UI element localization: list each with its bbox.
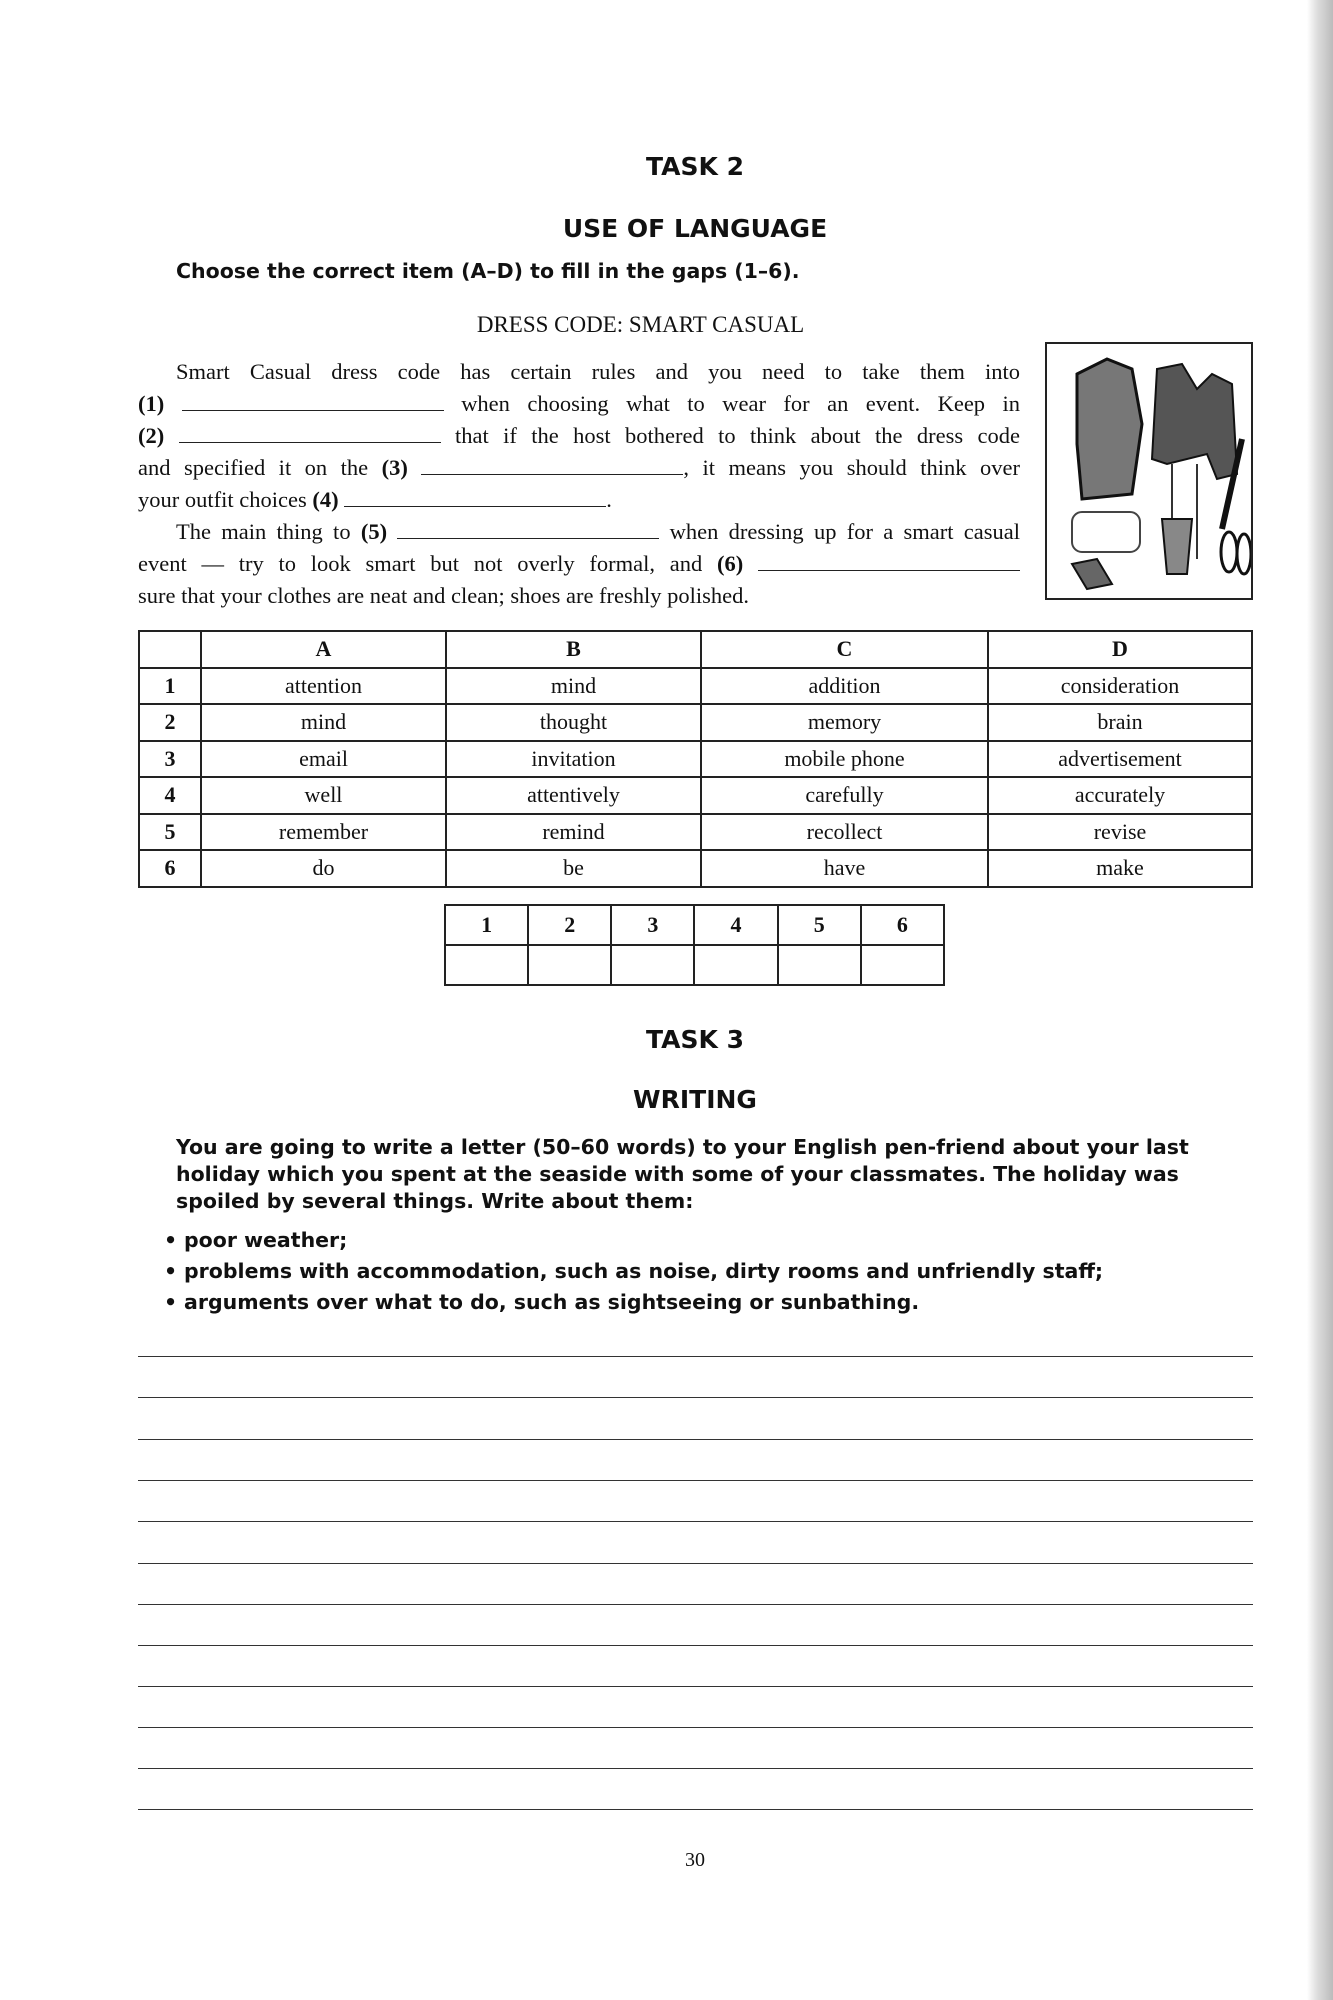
writing-line[interactable] bbox=[138, 1645, 1253, 1646]
gap-number: (2) bbox=[138, 423, 165, 448]
option-cell: well bbox=[201, 777, 446, 814]
page-number: 30 bbox=[685, 1849, 705, 1871]
option-cell: revise bbox=[988, 814, 1252, 851]
option-cell: accurately bbox=[988, 777, 1252, 814]
text-fragment: event — try to look smart but not overly formal, and bbox=[138, 551, 703, 576]
text-line bbox=[138, 516, 1020, 548]
writing-line[interactable] bbox=[138, 1604, 1253, 1605]
option-cell: remember bbox=[201, 814, 446, 851]
gap-2-blank[interactable] bbox=[179, 423, 441, 443]
gap-fill-text bbox=[138, 356, 1020, 612]
option-cell: mind bbox=[446, 668, 701, 705]
answer-cell-6[interactable] bbox=[861, 945, 944, 985]
text-fragment: The main thing to bbox=[176, 519, 351, 544]
table-row bbox=[139, 777, 1252, 814]
gap-5-blank[interactable] bbox=[397, 519, 659, 539]
answer-grid-header bbox=[445, 905, 944, 945]
clothing-illustration bbox=[1045, 342, 1253, 600]
row-number: 5 bbox=[139, 814, 201, 851]
gap-number: (6) bbox=[717, 551, 744, 576]
option-cell: addition bbox=[701, 668, 988, 705]
gap-1-blank[interactable] bbox=[182, 391, 444, 411]
option-cell: carefully bbox=[701, 777, 988, 814]
writing-line[interactable] bbox=[138, 1480, 1253, 1481]
answer-cell-5[interactable] bbox=[778, 945, 861, 985]
option-cell: mind bbox=[201, 704, 446, 741]
option-cell: invitation bbox=[446, 741, 701, 778]
table-row bbox=[139, 814, 1252, 851]
task2-instruction: Choose the correct item (A–D) to fill in the gaps (1–6). bbox=[176, 259, 800, 283]
writing-line[interactable] bbox=[138, 1439, 1253, 1440]
gap-number: (1) bbox=[138, 391, 165, 416]
table-row bbox=[139, 668, 1252, 705]
task3-instruction: You are going to write a letter (50–60 words) to your English pen-friend about your last holiday which you spent at the seaside with some of your classmates. The holiday was spoiled by several things. Write about them: bbox=[176, 1135, 1189, 1213]
table-header-row bbox=[139, 631, 1252, 668]
row-number: 6 bbox=[139, 850, 201, 887]
answer-number: 6 bbox=[861, 905, 944, 945]
answer-number: 5 bbox=[778, 905, 861, 945]
text-line bbox=[138, 548, 1020, 580]
bullet-item: • problems with accommodation, such as noise, dirty rooms and unfriendly staff; bbox=[184, 1259, 1103, 1283]
option-cell: remind bbox=[446, 814, 701, 851]
answer-cell-1[interactable] bbox=[445, 945, 528, 985]
option-cell: do bbox=[201, 850, 446, 887]
answer-number: 4 bbox=[694, 905, 777, 945]
option-cell: make bbox=[988, 850, 1252, 887]
table-row bbox=[139, 704, 1252, 741]
task3-title: TASK 3 bbox=[646, 1025, 744, 1054]
writing-line[interactable] bbox=[138, 1397, 1253, 1398]
header-cell bbox=[139, 631, 201, 668]
gap-number: (4) bbox=[312, 487, 339, 512]
answer-number: 3 bbox=[611, 905, 694, 945]
writing-line[interactable] bbox=[138, 1727, 1253, 1728]
header-cell: B bbox=[446, 631, 701, 668]
option-cell: have bbox=[701, 850, 988, 887]
bullet-item: • poor weather; bbox=[184, 1228, 347, 1252]
writing-line[interactable] bbox=[138, 1768, 1253, 1769]
text-line bbox=[138, 484, 1020, 516]
answer-number: 2 bbox=[528, 905, 611, 945]
text-title-label: DRESS CODE: SMART CASUAL bbox=[476, 312, 805, 337]
writing-line[interactable] bbox=[138, 1521, 1253, 1522]
table-row bbox=[139, 850, 1252, 887]
table-row bbox=[139, 741, 1252, 778]
task2-title: TASK 2 bbox=[646, 152, 744, 181]
writing-line[interactable] bbox=[138, 1356, 1253, 1357]
writing-line[interactable] bbox=[138, 1563, 1253, 1564]
header-cell: A bbox=[201, 631, 446, 668]
answer-grid bbox=[444, 904, 945, 986]
options-table bbox=[138, 630, 1253, 888]
gap-number: (5) bbox=[360, 519, 388, 544]
text-fragment: and specified it on the bbox=[138, 455, 369, 480]
option-cell: memory bbox=[701, 704, 988, 741]
option-cell: email bbox=[201, 741, 446, 778]
row-number: 4 bbox=[139, 777, 201, 814]
text-fragment: , it means you should think over bbox=[683, 455, 1020, 480]
option-cell: be bbox=[446, 850, 701, 887]
text-line bbox=[138, 420, 1020, 452]
gap-3-blank[interactable] bbox=[421, 455, 683, 475]
gap-6-blank[interactable] bbox=[758, 551, 1020, 571]
writing-line[interactable] bbox=[138, 1809, 1253, 1810]
text-fragment: that if the host bothered to think about the dress code bbox=[455, 423, 1021, 448]
answer-grid-inputs bbox=[445, 945, 944, 985]
answer-cell-4[interactable] bbox=[694, 945, 777, 985]
option-cell: brain bbox=[988, 704, 1252, 741]
text-line bbox=[138, 388, 1020, 420]
gap-4-blank[interactable] bbox=[344, 487, 606, 507]
text-fragment: . bbox=[606, 487, 612, 512]
option-cell: attention bbox=[201, 668, 446, 705]
option-cell: recollect bbox=[701, 814, 988, 851]
row-number: 2 bbox=[139, 704, 201, 741]
option-cell: advertisement bbox=[988, 741, 1252, 778]
option-cell: attentively bbox=[446, 777, 701, 814]
text-title bbox=[138, 312, 1253, 338]
option-cell: thought bbox=[446, 704, 701, 741]
task2-section-title: USE OF LANGUAGE bbox=[562, 214, 828, 243]
task3-section-title: WRITING bbox=[633, 1085, 757, 1114]
text-fragment: when choosing what to wear for an event. Keep in bbox=[461, 391, 1021, 416]
header-cell: C bbox=[701, 631, 988, 668]
option-cell: mobile phone bbox=[701, 741, 988, 778]
clothing-sketch-icon bbox=[1047, 344, 1251, 598]
answer-number: 1 bbox=[445, 905, 528, 945]
gap-number: (3) bbox=[381, 455, 408, 480]
page-edge-shadow bbox=[1307, 0, 1333, 2000]
text-line: sure that your clothes are neat and clean; shoes are freshly polished. bbox=[138, 583, 750, 608]
answer-cell-3[interactable] bbox=[611, 945, 694, 985]
bullet-item: • arguments over what to do, such as sightseeing or sunbathing. bbox=[184, 1290, 919, 1314]
row-number: 1 bbox=[139, 668, 201, 705]
text-fragment: when dressing up for a smart casual bbox=[669, 519, 1021, 544]
text-fragment: your outfit choices bbox=[138, 487, 307, 512]
header-cell: D bbox=[988, 631, 1252, 668]
writing-line[interactable] bbox=[138, 1686, 1253, 1687]
text-line: Smart Casual dress code has certain rules and you need to take them into bbox=[176, 359, 1020, 384]
option-cell: consideration bbox=[988, 668, 1252, 705]
answer-cell-2[interactable] bbox=[528, 945, 611, 985]
row-number: 3 bbox=[139, 741, 201, 778]
text-line bbox=[138, 452, 1020, 484]
